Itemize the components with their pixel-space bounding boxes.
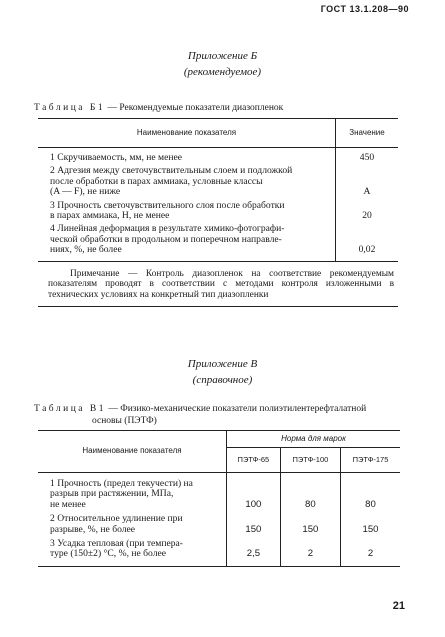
table-v1-col-name: Наименование показателя [38, 431, 227, 473]
table-b1-row-3-name-line: 3 Прочность светочувствительного слоя после обработки [50, 199, 285, 211]
table-b1-row-2-name-line: 2 Адгезия между светочувствительным слоем и подложкой [50, 165, 293, 177]
table-b1-caption-prefix: Таблица Б1 [34, 103, 106, 113]
appendix-b-subtitle: (рекомендуемое) [183, 66, 262, 78]
table-v1-caption [34, 404, 366, 414]
table-v1-row-3-name-line: 3 Усадка тепловая (при темпера- [50, 537, 183, 549]
table-v1-caption-prefix: Таблица В1 [34, 404, 106, 414]
table-b1-caption-text: — Рекомендуемые показатели диазопленок [105, 103, 284, 113]
table-v1-row-2-name-line: разрыве, %, не более [50, 523, 136, 535]
table-b1-caption [34, 103, 283, 113]
table-b1-row-1-name-line: 1 Скручиваемость, мм, не менее [50, 152, 183, 163]
table-b1-col-value: Значение [336, 119, 399, 148]
table-b1-names [38, 148, 336, 262]
table-b1-row-2-name-line: (A — F), не ниже [50, 186, 121, 198]
table-b1-note: Примечание — Контроль диазопленок на соответствие рекомендуемым показателям проводят в соответствии с методами контроля изложенными в технических условиях на конкретный тип диазопленки [38, 261, 398, 307]
table-b1-row-2-value: A [363, 186, 371, 198]
document-header: ГОСТ 13.1.208—90 [320, 4, 409, 14]
table-v1-row-2-value-1: 150 [245, 523, 262, 535]
appendix-v-subtitle: (справочное) [192, 374, 253, 386]
table-v1-row-3-name-line: туре (150±2) °C, %, не более [50, 548, 167, 560]
table-b1-row-4-name-line: ческой обработки в продольном и поперечном направле- [50, 233, 282, 245]
table-v1-row-2-name-line: 2 Относительное удлинение при [50, 513, 183, 525]
table-v1-caption-line2: основы (ПЭТФ) [92, 416, 157, 426]
table-b1-col-name: Наименование показателя [38, 119, 336, 148]
table-v1-row-3-value-1: 2,5 [246, 548, 261, 560]
page-number: 21 [392, 600, 405, 612]
table-b1-row-4-name-line: ниях, %, не более [50, 244, 122, 256]
table-b1-row-4-value [336, 224, 398, 234]
table-b1 [38, 118, 398, 307]
table-v1-brand-2: ПЭТФ-100 [280, 448, 340, 473]
table-row [38, 473, 400, 567]
table-v1-brand-3: ПЭТФ-175 [341, 448, 401, 473]
table-v1-values-1 [227, 473, 281, 567]
table-row [38, 148, 398, 262]
table-v1-row-2-value-3: 150 [362, 523, 379, 535]
table-v1-row-1-value-2: 80 [305, 498, 316, 510]
table-v1-group-header: Норма для марок [227, 431, 401, 448]
table-v1-row-1-value-1: 100 [245, 498, 262, 510]
table-v1-row-3-value-3: 2 [367, 548, 374, 560]
table-v1-row-3-value-2: 2 [307, 548, 314, 560]
table-v1-row-2-value-2: 150 [302, 523, 319, 535]
table-v1-values-2 [280, 473, 340, 567]
table-v1-row-1-value-3: 80 [365, 498, 376, 510]
table-b1-row-2-value [336, 166, 398, 176]
table-b1-row-4-value: 0,02 [358, 244, 376, 256]
table-b1-row-1-value: 450 [359, 152, 375, 163]
table-v1-row-1-name-line: разрыв при растяжении, МПа, [50, 488, 174, 500]
table-v1-brand-1: ПЭТФ-65 [227, 448, 281, 473]
table-v1-values-3 [341, 473, 401, 567]
table-b1-row-3-name-line: в парах аммиака, H, не менее [50, 209, 170, 221]
table-v1-names [38, 473, 227, 567]
table-b1-values [336, 148, 399, 262]
table-v1-row-1-name-line: не менее [50, 498, 86, 510]
table-b1-row-4-name-line: 4 Линейная деформация в результате химико-фотографи- [50, 223, 285, 235]
appendix-v-title: Приложение В [187, 358, 258, 370]
table-b1-row-2-name-line: после обработки в парах аммиака, условные классы [50, 175, 263, 187]
table-v1 [38, 430, 400, 567]
appendix-b-title: Приложение Б [187, 50, 258, 62]
table-b1-row-3-value: 20 [362, 209, 372, 221]
table-v1-caption-text: — Физико-механические показатели полиэтилентерефталатной [105, 404, 367, 414]
table-v1-row-1-name-line: 1 Прочность (предел текучести) на [50, 478, 193, 489]
